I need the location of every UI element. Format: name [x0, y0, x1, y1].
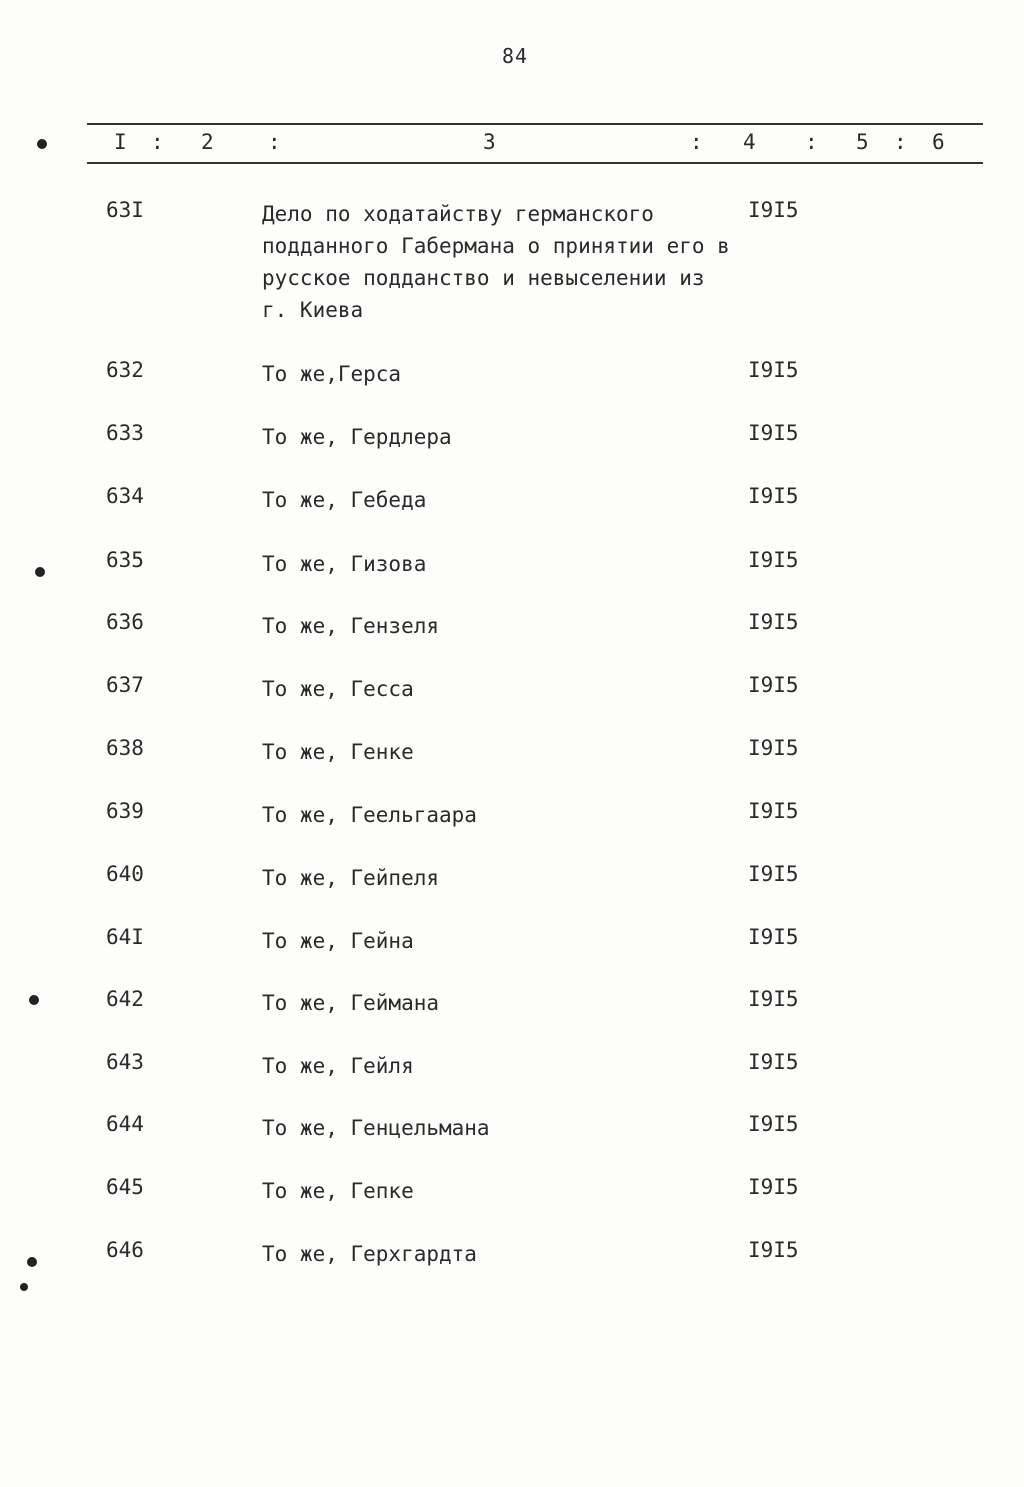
- header-col-3: 3: [483, 130, 496, 154]
- header-col-1: I: [114, 130, 127, 154]
- row-title: То же, Гесса: [262, 677, 414, 701]
- row-title: То же, Гейна: [262, 929, 414, 953]
- row-number: 645: [106, 1175, 144, 1199]
- header-col-6: 6: [932, 130, 945, 154]
- row-year: I9I5: [748, 610, 799, 634]
- row-year: I9I5: [748, 1112, 799, 1136]
- scan-mark-icon: [20, 1283, 28, 1291]
- row-number: 637: [106, 673, 144, 697]
- row-title: То же, Гейля: [262, 1054, 414, 1078]
- row-number: 64I: [106, 925, 144, 949]
- row-number: 632: [106, 358, 144, 382]
- row-year: I9I5: [748, 421, 799, 445]
- row-year: I9I5: [748, 1175, 799, 1199]
- row-year: I9I5: [748, 862, 799, 886]
- scan-mark-icon: [35, 567, 45, 577]
- header-separator: :: [894, 130, 907, 154]
- header-separator: :: [268, 130, 281, 154]
- row-number: 63I: [106, 198, 144, 222]
- row-year: I9I5: [748, 673, 799, 697]
- row-year: I9I5: [748, 548, 799, 572]
- row-title: То же, Гейпеля: [262, 866, 440, 890]
- row-title: То же, Гензеля: [262, 614, 440, 638]
- row-year: I9I5: [748, 799, 799, 823]
- row-title: То же, Гизова: [262, 552, 427, 576]
- row-year: I9I5: [748, 198, 799, 222]
- header-separator: :: [690, 130, 703, 154]
- scan-mark-icon: [37, 139, 47, 149]
- row-number: 640: [106, 862, 144, 886]
- row-year: I9I5: [748, 358, 799, 382]
- row-year: I9I5: [748, 736, 799, 760]
- row-number: 644: [106, 1112, 144, 1136]
- row-year: I9I5: [748, 987, 799, 1011]
- row-title: То же, Гепке: [262, 1179, 414, 1203]
- row-year: I9I5: [748, 1238, 799, 1262]
- row-number: 643: [106, 1050, 144, 1074]
- table-top-rule: [87, 123, 983, 125]
- table-header: [0, 130, 1024, 158]
- row-number: 636: [106, 610, 144, 634]
- row-year: I9I5: [748, 484, 799, 508]
- row-number: 638: [106, 736, 144, 760]
- header-col-5: 5: [856, 130, 869, 154]
- row-title: То же, Геймана: [262, 991, 440, 1015]
- row-title: То же, Геельгаара: [262, 803, 477, 827]
- row-number: 639: [106, 799, 144, 823]
- scan-mark-icon: [27, 1257, 37, 1267]
- row-year: I9I5: [748, 925, 799, 949]
- header-col-4: 4: [743, 130, 756, 154]
- table-header-rule: [87, 162, 983, 164]
- row-title: То же, Гердлера: [262, 425, 452, 449]
- row-number: 633: [106, 421, 144, 445]
- row-title: То же, Гебеда: [262, 488, 427, 512]
- row-title: Дело по ходатайству германского подданного Габермана о принятии его в русское подданство и невыселении из г. Киева: [262, 202, 730, 322]
- scan-mark-icon: [29, 995, 39, 1005]
- header-separator: :: [805, 130, 818, 154]
- header-col-2: 2: [201, 130, 214, 154]
- page-number: 84: [501, 44, 529, 68]
- row-number: 635: [106, 548, 144, 572]
- row-number: 642: [106, 987, 144, 1011]
- row-number: 646: [106, 1238, 144, 1262]
- header-separator: :: [151, 130, 164, 154]
- row-title: То же, Генцельмана: [262, 1116, 490, 1140]
- row-year: I9I5: [748, 1050, 799, 1074]
- row-title: То же,Герса: [262, 362, 402, 386]
- row-number: 634: [106, 484, 144, 508]
- row-title: То же, Герхгардта: [262, 1242, 477, 1266]
- row-title: То же, Генке: [262, 740, 414, 764]
